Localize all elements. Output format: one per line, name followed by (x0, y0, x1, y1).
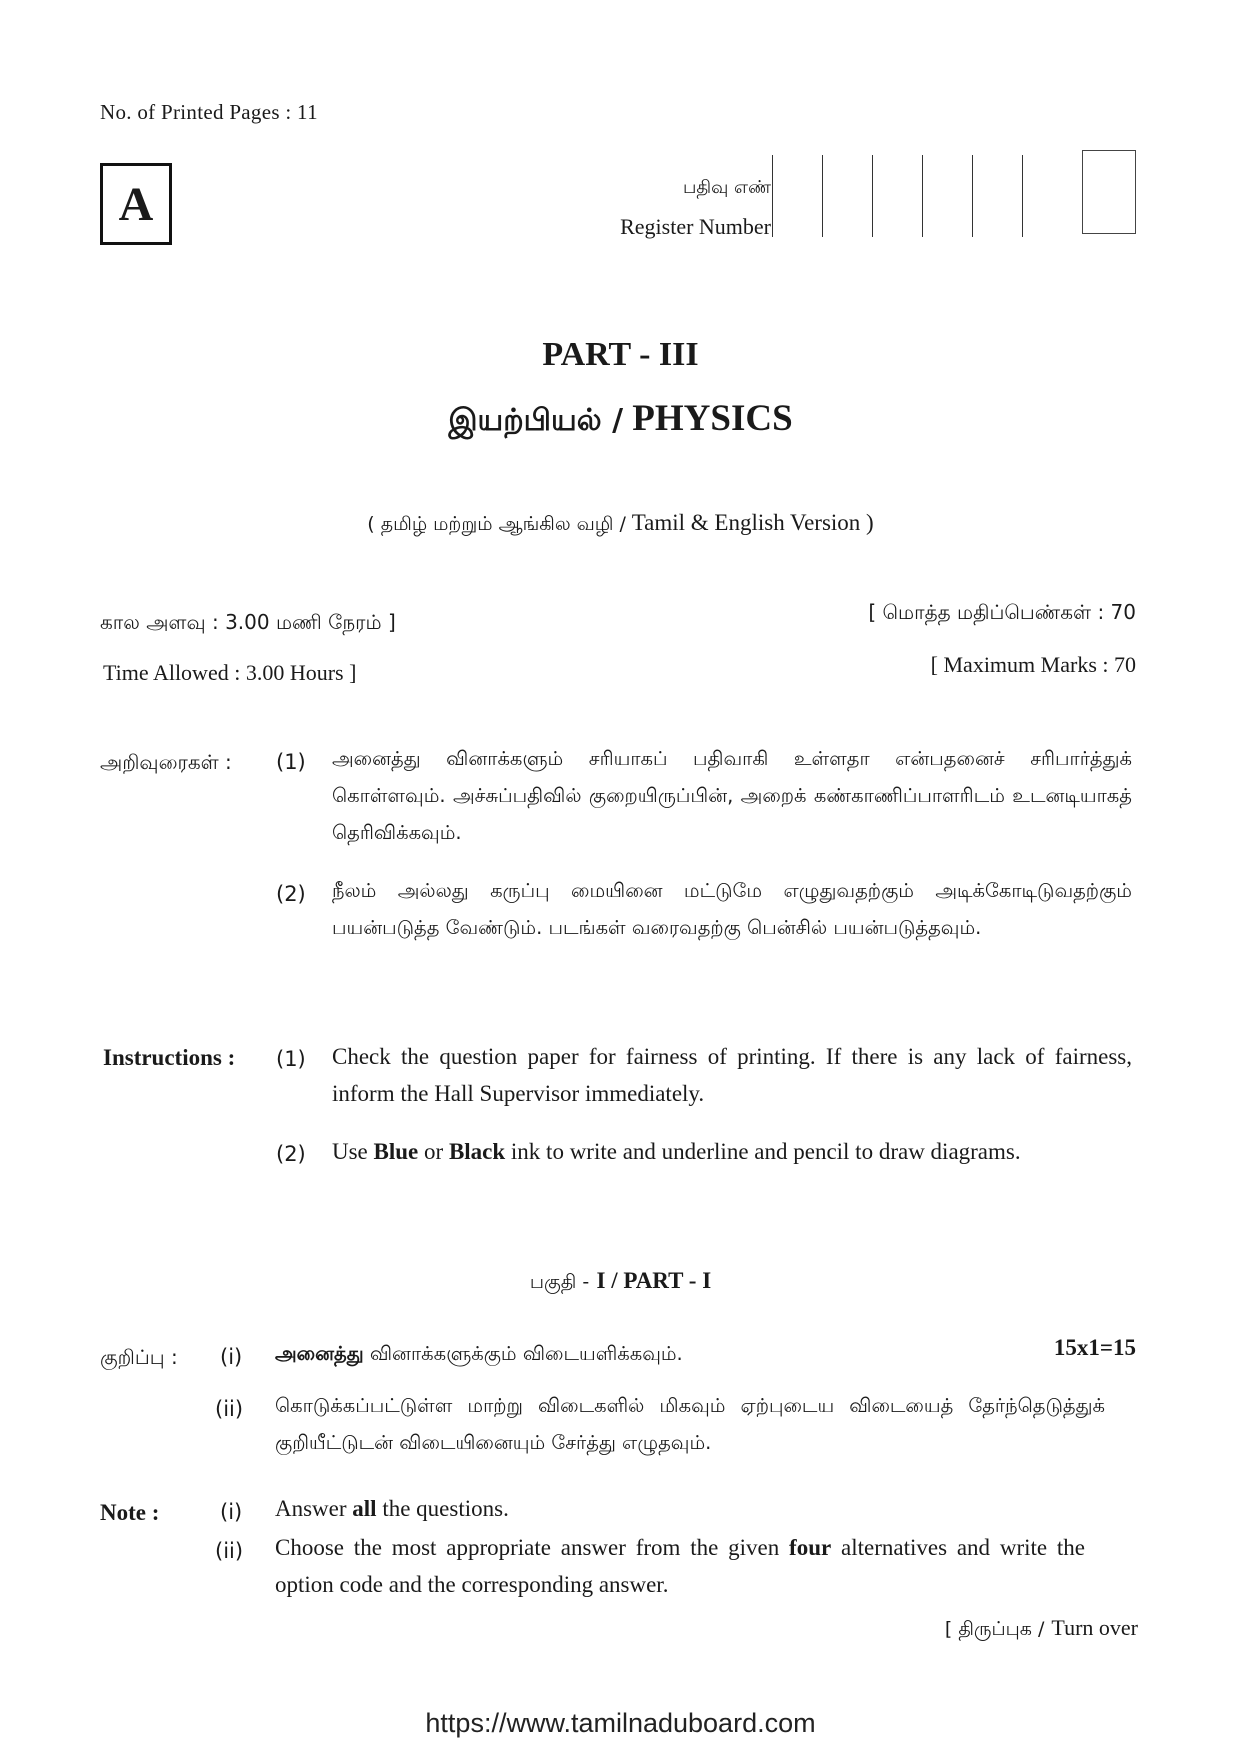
note-text: alternatives and write the option code and the corresponding answer. (275, 1535, 1086, 1597)
note-tamil-label: குறிப்பு : (100, 1345, 178, 1369)
instructions-tamil-label: அறிவுரைகள் : (100, 750, 232, 774)
register-box-last (1082, 150, 1136, 234)
note-number: (ii) (215, 1397, 244, 1421)
register-label-tamil: பதிவு எண் (682, 177, 771, 198)
note-number: (ii) (215, 1539, 244, 1563)
medium-version (0, 510, 1241, 538)
note-bold-all: அனைத்து (275, 1342, 364, 1365)
instructions-english-label: Instructions : (103, 1045, 236, 1070)
max-marks-tamil: [ மொத்த மதிப்பெண்கள் : 70 (868, 600, 1136, 624)
note-text: வினாக்களுக்கும் விடையளிக்கவும். (369, 1342, 683, 1365)
subject-tamil: இயற்பியல் / (448, 403, 624, 438)
instr-text: ink to write and underline and pencil to draw diagrams. (510, 1139, 1021, 1164)
note-tamil-2: கொடுக்கப்பட்டுள்ள மாற்று விடைகளில் மிகவும் ஏற்புடைய விடையைத் தேர்ந்தெடுத்துக் குறியீட்டுடன் விடையினையும் சேர்த்து எழுதவும். (275, 1394, 1105, 1454)
note-text: Choose the most appropriate answer from the given (275, 1535, 780, 1560)
question-set-code: A (100, 163, 172, 245)
part1-heading-tamil: பகுதி - (529, 1271, 590, 1293)
source-url[interactable]: https://www.tamilnaduboard.com (425, 1708, 816, 1738)
register-box-divider (1022, 155, 1023, 237)
instruction-english-2 (332, 1133, 1132, 1170)
part1-heading (0, 1268, 1241, 1296)
note-number: (i) (220, 1345, 243, 1369)
part-heading: PART - III (542, 336, 699, 373)
note-english-label: Note : (100, 1500, 160, 1525)
note-number: (i) (220, 1500, 243, 1524)
note-text: Answer (275, 1496, 347, 1521)
max-marks-english: [ Maximum Marks : 70 (930, 652, 1136, 677)
time-allowed-tamil: கால அளவு : 3.00 மணி நேரம் ] (100, 610, 396, 634)
instruction-number: (2) (276, 882, 306, 906)
register-box-divider (822, 155, 823, 237)
instruction-tamil-2: நீலம் அல்லது கருப்பு மையினை மட்டுமே எழுதுவதற்கும் அடிக்கோடிடுவதற்கும் பயன்படுத்த வேண்டும். படங்கள் வரைவதற்கு பென்சில் பயன்படுத்தவும். (332, 879, 1132, 939)
register-label-english: Register Number (620, 214, 771, 239)
subject-english: PHYSICS (632, 398, 793, 439)
instr-text: or (424, 1139, 444, 1164)
turn-over-tamil: [ திருப்புக / (944, 1618, 1045, 1640)
version-tamil: ( தமிழ் மற்றும் ஆங்கில வழி / (367, 513, 626, 535)
instruction-number: (1) (276, 750, 306, 774)
instr-bold-blue: Blue (373, 1139, 419, 1164)
note-text: the questions. (382, 1496, 509, 1521)
instr-bold-black: Black (448, 1139, 506, 1164)
register-box-divider (922, 155, 923, 237)
note-english-2 (275, 1529, 1085, 1603)
register-box-divider (772, 155, 773, 237)
note-tamil-1 (275, 1335, 975, 1372)
version-english: Tamil & English Version ) (631, 510, 874, 535)
subject-title (0, 397, 1241, 442)
note-bold-four: four (789, 1535, 832, 1560)
part1-heading-english: I / PART - I (596, 1268, 712, 1293)
instruction-english-1: Check the question paper for fairness of printing. If there is any lack of fairness, inform the Hall Supervisor immediately. (332, 1044, 1132, 1106)
time-allowed-english: Time Allowed : 3.00 Hours ] (103, 660, 357, 685)
printed-pages-count: No. of Printed Pages : 11 (100, 100, 318, 124)
note-bold-all: all (352, 1496, 377, 1521)
instr-text: Use (332, 1139, 368, 1164)
instruction-number: (1) (276, 1047, 306, 1071)
note-english-1 (275, 1490, 1075, 1527)
turn-over (945, 1615, 1138, 1643)
instruction-tamil-1: அனைத்து வினாக்களும் சரியாகப் பதிவாகி உள்ளதா என்பதனைச் சரிபார்த்துக் கொள்ளவும். அச்சுப்பதிவில் குறையிருப்பின், அறைக் கண்காணிப்பாளரிடம் உடனடியாகத் தெரிவிக்கவும். (332, 747, 1132, 844)
instruction-number: (2) (276, 1142, 306, 1166)
part1-marks: 15x1=15 (1053, 1335, 1136, 1360)
turn-over-english: Turn over (1051, 1615, 1138, 1640)
register-box-divider (872, 155, 873, 237)
register-box-divider (972, 155, 973, 237)
register-number-label (620, 168, 771, 246)
